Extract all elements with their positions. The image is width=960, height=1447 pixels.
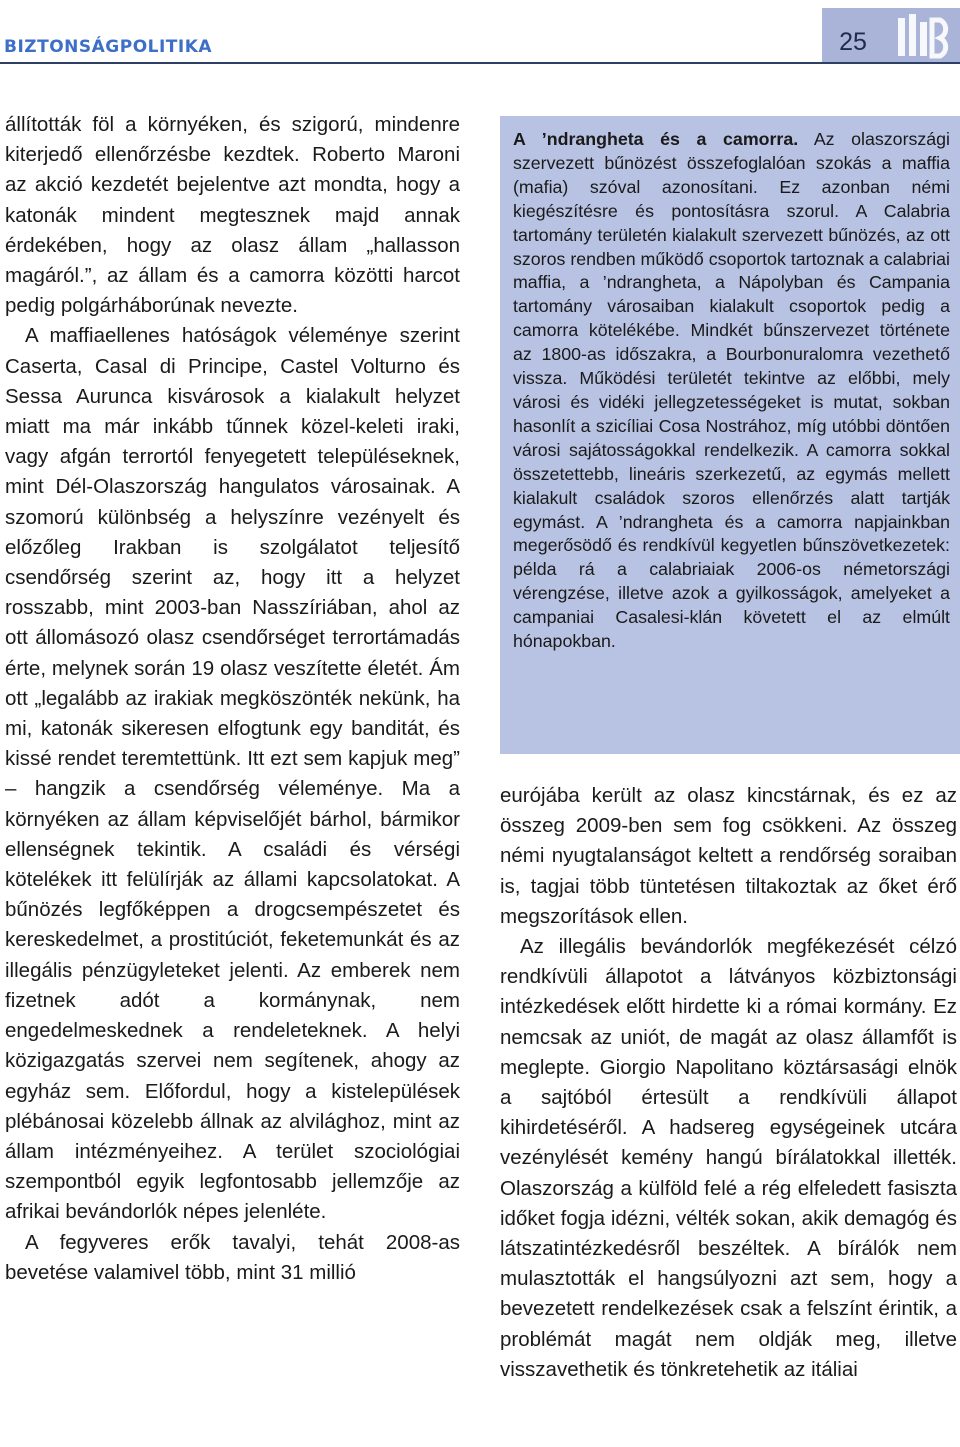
section-title: BIZTONSÁGPOLITIKA — [4, 37, 213, 57]
left-column — [5, 110, 460, 1288]
nb-logo-icon — [896, 12, 956, 60]
sidebar-title: A ’ndrangheta és a camorra. — [513, 129, 799, 149]
paragraph: Az illegális bevándorlók megfékezését célzó rendkívüli állapotot a látványos közbiztonsági intézkedések előtt hirdette ki a római kormány. Ez nemcsak az uniót, de magát az olasz államfőt is meglepte. Giorgio Napolitano köztársasági elnök a sajtóból értesült a rendkívüli állapot kihirdetéséről. A hadsereg egységeinek utcára vezénylését kemény hangú bírálatokkal illették. Olaszország a külföld felé a rég elfeledett fasiszta időket fogja idézni, vélték sokan, akik demagóg és látszatintézkedésről beszéltek. A bírálók nem mulasztották el hangsúlyozni azt sem, hogy a bevezetett rendelkezések csak a felszínt érintik, a problémát magát nem oldják meg, illetve visszavethetik és tönkretehetik az itáliai — [500, 935, 957, 1381]
page-header — [0, 0, 960, 66]
sidebar-body: Az olaszországi szervezett bűnözést összefoglalóan szokás a maffia (mafia) szóval azonosítani. Ez azonban némi kiegészítésre és pontosításra szorul. A Calabria tartomány területén kialakult szervezett bűnözés, az ott szoros rendben működő csoportok tartoznak a calabriai maffia, a ’ndrangheta, a Nápolyban és Campania tartomány városaiban kialakult csoportok pedig a camorra kötelékébe. Mindkét bűnszervezet története az 1800-as időszakra, a Bourbonuralomra vezethető vissza. Működési területét tekintve az előbbi, mely városi és vidéki jellegzetességeket is mutat, sokban hasonlít a szicíliai Cosa Nostrához, míg utóbbi döntően városi sajátosságokkal rendelkezik. A camorra sokkal összetettebb, lineáris szerkezetű, az egymás mellett kialakult családok szoros ellenőrzés alatt tartják egymást. A ’ndrangheta és a camorra napjainkban megerősödő és rendkívül kegyetlen bűnszövetkezetek: példa rá a calabriaiak 2006-os németországi vérengzése, illetve azok a gyilkosságok, amelyeket a campaniai Casalesi-klán követett el az elmúlt hónapokban. — [513, 129, 951, 652]
page-number: 25 — [839, 28, 867, 56]
sidebar-text — [513, 128, 950, 654]
paragraph: állították föl a környéken, és szigorú, mindenre kiterjedő ellenőrzésbe kezdtek. Roberto Maroni az akció kezdetét bejelentve azt mondta, hogy a katonák mindent megtesznek majd annak érdekében, hogy az olasz állam „hallasson magáról.”, az állam és a camorra közötti harcot pedig polgárháborúnak nevezte. — [5, 113, 460, 318]
right-column — [500, 781, 957, 1385]
sidebar-box — [500, 116, 960, 754]
paragraph: A fegyveres erők tavalyi, tehát 2008-as bevetése valamivel több, mint 31 millió — [5, 1230, 460, 1284]
paragraph: eurójába került az olasz kincstárnak, és ez az összeg 2009-ben sem fog csökkeni. Az összeg némi nyugtalanságot keltett a rendőrség soraiban is, tagjai több tüntetésen tiltakoztak az őket érő megszorítások ellen. — [500, 784, 957, 928]
header-rule — [0, 62, 960, 64]
paragraph: A maffiaellenes hatóságok véleménye szerint Caserta, Casal di Principe, Castel Volturno és Sessa Aurunca kisvárosok a kialakult helyzet miatt ma már inkább tűnnek közel-keleti iraki, vagy afgán terrortól fenyegetett településeknek, mint Dél-Olaszország hangulatos városainak. A szomorú különbség a helyszínre vezényelt és előzőleg Irakban is szolgálatot teljesítő csendőrség szerint az, hogy itt a helyzet rosszabb, mint 2003-ban Nasszíriában, ahol az ott állomásozó olasz csendőrséget terrortámadás érte, melynek során 19 olasz veszítette életét. Ám ott „legalább az irakiak megköszönték nekünk, ha mi, katonák sikeresen elfogtunk egy banditát, és kissé rendet teremtettünk. Itt ezt sem kapjuk meg” – hangzik a csendőrség véleménye. Ma a környéken az állam képviselőjét bárhol, bármikor ellenségnek tekintik. A családi és vérségi kötelékek itt felülírják az állami kapcsolatokat. A bűnözés legfőképpen a drogcsempészetet és kereskedelmet, a prostitúciót, feketemunkát és az illegális pénzügyleteket jelenti. Az emberek nem fizetnek adót a kormánynak, nem engedelmeskednek a rendeleteknek. A helyi közigazgatás szervei nem segítenek, ahogy az egyház sem. Előfordul, hogy a kistelepülések plébánosai közelebb állnak az alvilághoz, mint az állam intézményeihez. A terület szociológiai szempontból egyik legfontosabb jellemzője az afrikai bevándorlók népes jelenléte. — [5, 324, 460, 1224]
